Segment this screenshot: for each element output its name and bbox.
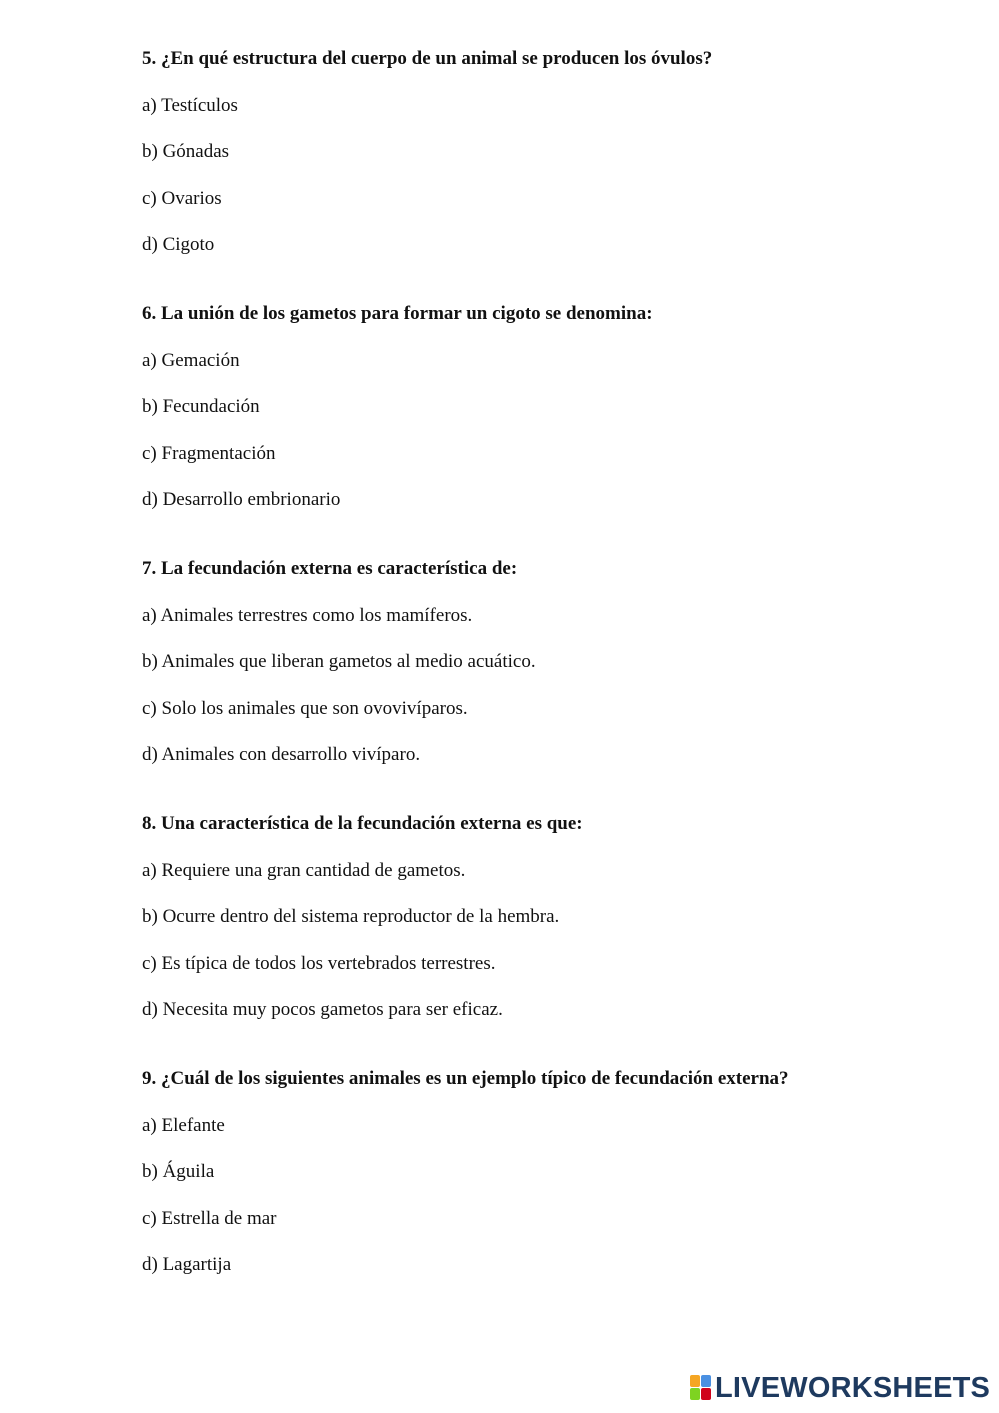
option-c[interactable]: c) Estrella de mar (142, 1207, 277, 1229)
liveworksheets-logo-icon (690, 1375, 712, 1401)
question-9 (142, 1064, 942, 1280)
question-6 (142, 299, 942, 515)
option-c[interactable]: c) Solo los animales que son ovovivíparos. (142, 697, 468, 719)
question-title: 9. ¿Cuál de los siguientes animales es un ejemplo típico de fecundación externa? (142, 1068, 789, 1089)
question-title: 6. La unión de los gametos para formar un cigoto se denomina: (142, 303, 653, 324)
option-d[interactable]: d) Cigoto (142, 234, 215, 255)
option-a[interactable]: a) Animales terrestres como los mamíferos. (142, 604, 473, 626)
option-b[interactable]: b) Gónadas (142, 141, 230, 162)
liveworksheets-brand[interactable] (690, 1370, 990, 1406)
option-c[interactable]: c) Es típica de todos los vertebrados terrestres. (142, 952, 496, 974)
option-d[interactable]: d) Animales con desarrollo vivíparo. (142, 744, 421, 765)
question-5 (142, 44, 942, 260)
option-d[interactable]: d) Necesita muy pocos gametos para ser eficaz. (142, 999, 503, 1020)
option-a[interactable]: a) Gemación (142, 349, 240, 371)
worksheet-page (142, 44, 942, 1280)
option-a[interactable]: a) Elefante (142, 1114, 225, 1136)
question-title: 7. La fecundación externa es característica de: (142, 558, 518, 579)
option-d[interactable]: d) Lagartija (142, 1254, 232, 1275)
question-7 (142, 554, 942, 770)
option-a[interactable]: a) Requiere una gran cantidad de gametos. (142, 859, 466, 881)
option-c[interactable]: c) Fragmentación (142, 442, 276, 464)
option-d[interactable]: d) Desarrollo embrionario (142, 489, 341, 510)
brand-name: LIVEWORKSHEETS (715, 1371, 991, 1404)
option-b[interactable]: b) Ocurre dentro del sistema reproductor de la hembra. (142, 906, 560, 927)
option-c[interactable]: c) Ovarios (142, 187, 222, 209)
option-b[interactable]: b) Fecundación (142, 396, 260, 417)
option-b[interactable]: b) Águila (142, 1161, 215, 1182)
question-title: 5. ¿En qué estructura del cuerpo de un animal se producen los óvulos? (142, 48, 713, 69)
option-b[interactable]: b) Animales que liberan gametos al medio acuático. (142, 651, 536, 672)
question-8 (142, 809, 942, 1025)
option-a[interactable]: a) Testículos (142, 94, 238, 116)
question-title: 8. Una característica de la fecundación externa es que: (142, 813, 583, 834)
